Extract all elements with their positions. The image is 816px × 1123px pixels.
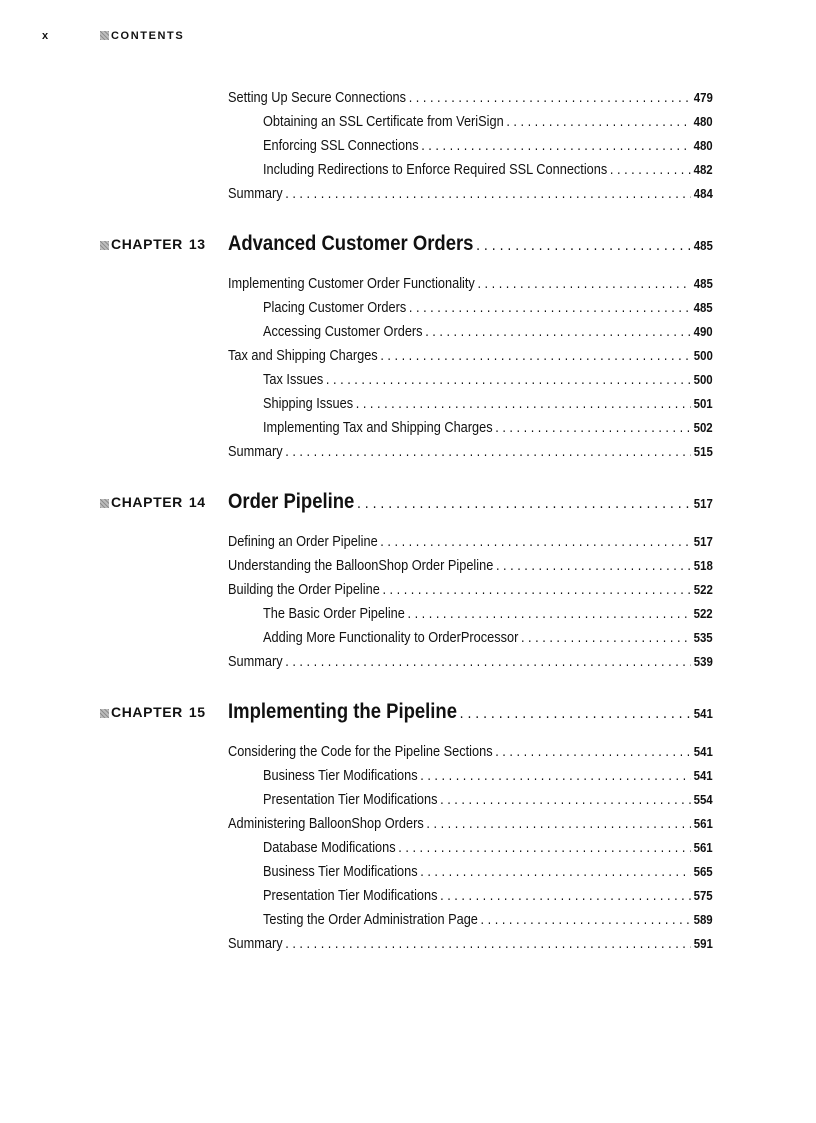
toc-entry-title[interactable]: The Basic Order Pipeline <box>263 606 405 622</box>
dot-leader <box>285 932 691 956</box>
page-number: 522 <box>693 582 713 597</box>
toc-entry-title[interactable]: Summary <box>228 444 283 460</box>
toc-entry-title[interactable]: Adding More Functionality to OrderProcessor <box>263 630 519 646</box>
dot-leader <box>407 602 690 626</box>
dot-leader <box>477 272 691 296</box>
chapter-marker-icon <box>100 499 109 508</box>
toc-entry[interactable] <box>263 392 713 416</box>
chapter-number: 14 <box>188 494 206 510</box>
toc-entry[interactable] <box>228 182 713 206</box>
toc-entry-title[interactable]: Obtaining an SSL Certificate from VeriSign <box>263 114 504 130</box>
page-number: 500 <box>693 348 713 363</box>
chapter-title-line[interactable] <box>228 696 713 728</box>
page-number: 485 <box>693 300 713 315</box>
toc-entry-title[interactable]: Considering the Code for the Pipeline Sections <box>228 744 493 760</box>
toc-entry-title[interactable]: Testing the Order Administration Page <box>263 912 478 928</box>
toc-entry[interactable] <box>263 368 713 392</box>
page-number: 480 <box>693 114 713 129</box>
chapter-marker-icon <box>100 241 109 250</box>
page-number: 500 <box>693 372 713 387</box>
dot-leader <box>506 110 691 134</box>
toc-entry-title[interactable]: Accessing Customer Orders <box>263 324 423 340</box>
toc-entry-title[interactable]: Presentation Tier Modifications <box>263 888 438 904</box>
dot-leader <box>326 368 691 392</box>
toc-entry[interactable] <box>263 788 713 812</box>
page-number: 480 <box>693 138 713 153</box>
toc-entry[interactable] <box>263 158 713 182</box>
toc-entry-title[interactable]: Tax Issues <box>263 372 324 388</box>
page-number: 565 <box>693 864 713 879</box>
page-number: 479 <box>693 90 713 105</box>
toc-entry-title[interactable]: Business Tier Modifications <box>263 768 418 784</box>
page-number: 554 <box>693 792 713 807</box>
page-number: 541 <box>693 768 713 783</box>
toc-entry[interactable] <box>228 344 713 368</box>
toc-entry[interactable] <box>228 440 713 464</box>
page-number: 561 <box>693 840 713 855</box>
page-number: 541 <box>693 706 713 721</box>
dot-leader <box>409 296 691 320</box>
dot-leader <box>421 134 691 158</box>
chapter-title-line[interactable] <box>228 228 713 260</box>
dot-leader <box>610 158 691 182</box>
toc-entry[interactable] <box>263 860 713 884</box>
dot-leader <box>521 626 691 650</box>
chapter-title[interactable]: Implementing the Pipeline <box>228 700 457 723</box>
toc-entry[interactable] <box>263 602 713 626</box>
dot-leader <box>420 764 691 788</box>
toc-entry-title[interactable]: Summary <box>228 654 283 670</box>
dot-leader <box>380 344 691 368</box>
toc-entry[interactable] <box>263 110 713 134</box>
dot-leader <box>460 705 692 723</box>
dot-leader <box>356 392 691 416</box>
toc-entry-title[interactable]: Administering BalloonShop Orders <box>228 816 424 832</box>
toc-entry-title[interactable]: Including Redirections to Enforce Required SSL Connections <box>263 162 608 178</box>
toc-entry-title[interactable]: Defining an Order Pipeline <box>228 534 378 550</box>
page-number: 490 <box>693 324 713 339</box>
toc-entry[interactable] <box>263 908 713 932</box>
page-number: 484 <box>693 186 713 201</box>
toc-entry[interactable] <box>263 626 713 650</box>
chapter-word: CHAPTER <box>111 236 183 252</box>
page-number: 589 <box>693 912 713 927</box>
page-number: 541 <box>693 744 713 759</box>
toc-entry-title[interactable]: Presentation Tier Modifications <box>263 792 438 808</box>
toc-entry-title[interactable]: Summary <box>228 186 283 202</box>
running-head-label-block <box>100 29 184 43</box>
page-number: 515 <box>693 444 713 459</box>
chapter-heading <box>0 228 816 260</box>
toc-entry[interactable] <box>228 740 713 764</box>
dot-leader <box>496 554 691 578</box>
toc-entry[interactable] <box>228 812 713 836</box>
chapter-heading <box>0 486 816 518</box>
toc-entry-title[interactable]: Summary <box>228 936 283 952</box>
dot-leader <box>495 740 691 764</box>
dot-leader <box>398 836 691 860</box>
toc-entry[interactable] <box>263 134 713 158</box>
toc-entry-title[interactable]: Enforcing SSL Connections <box>263 138 419 154</box>
page-number: 591 <box>693 936 713 951</box>
page-number: 575 <box>693 888 713 903</box>
dot-leader <box>440 884 691 908</box>
page-number: 482 <box>693 162 713 177</box>
page-folio: x <box>42 30 50 42</box>
chapter-number: 13 <box>188 236 206 252</box>
toc-entry[interactable] <box>263 296 713 320</box>
page-number: 561 <box>693 816 713 831</box>
dot-leader <box>495 416 691 440</box>
dot-leader <box>285 440 691 464</box>
dot-leader <box>382 578 691 602</box>
page-number: 517 <box>693 534 713 549</box>
page-number: 539 <box>693 654 713 669</box>
dot-leader <box>285 182 691 206</box>
toc-entry-title[interactable]: Understanding the BalloonShop Order Pipeline <box>228 558 494 574</box>
toc-entry[interactable] <box>228 272 713 296</box>
chapter-word: CHAPTER <box>111 704 183 720</box>
toc-entry[interactable] <box>263 884 713 908</box>
toc-entry[interactable] <box>228 554 713 578</box>
chapter-label <box>100 494 206 510</box>
dot-leader <box>285 650 691 674</box>
toc-entry[interactable] <box>263 416 713 440</box>
dot-leader <box>425 320 691 344</box>
toc-entry-title[interactable]: Implementing Tax and Shipping Charges <box>263 420 493 436</box>
toc-entry-title[interactable]: Building the Order Pipeline <box>228 582 380 598</box>
page-number: 485 <box>693 276 713 291</box>
chapter-marker-icon <box>100 709 109 718</box>
chapter-label <box>100 704 206 720</box>
dot-leader <box>476 237 691 255</box>
toc-entry-title[interactable]: Shipping Issues <box>263 396 354 412</box>
toc-entry-title[interactable]: Business Tier Modifications <box>263 864 418 880</box>
toc-entry[interactable] <box>263 836 713 860</box>
toc-entry-title[interactable]: Tax and Shipping Charges <box>228 348 378 364</box>
dot-leader <box>440 788 691 812</box>
toc-entry-title[interactable]: Placing Customer Orders <box>263 300 407 316</box>
page-number: 517 <box>693 496 713 511</box>
chapter-heading <box>0 696 816 728</box>
dot-leader <box>426 812 691 836</box>
page-number: 502 <box>693 420 713 435</box>
table-of-contents <box>0 86 816 956</box>
chapter-label <box>100 236 206 252</box>
page-number: 535 <box>693 630 713 645</box>
toc-entry-title[interactable]: Setting Up Secure Connections <box>228 90 407 106</box>
chapter-title[interactable]: Order Pipeline <box>228 490 355 513</box>
toc-entry[interactable] <box>228 86 713 110</box>
toc-entry[interactable] <box>263 320 713 344</box>
toc-entry[interactable] <box>228 530 713 554</box>
chapter-word: CHAPTER <box>111 494 183 510</box>
page-number: 518 <box>693 558 713 573</box>
dot-leader <box>409 86 691 110</box>
dot-leader <box>380 530 691 554</box>
toc-entry[interactable] <box>228 932 713 956</box>
section-marker-icon <box>100 31 109 40</box>
dot-leader <box>481 908 691 932</box>
chapter-title[interactable]: Advanced Customer Orders <box>228 232 474 255</box>
dot-leader <box>420 860 691 884</box>
page-number: 522 <box>693 606 713 621</box>
dot-leader <box>357 495 691 513</box>
toc-entry-title[interactable]: Database Modifications <box>263 840 396 856</box>
toc-entry[interactable] <box>228 578 713 602</box>
toc-entry[interactable] <box>228 650 713 674</box>
toc-entry[interactable] <box>263 764 713 788</box>
page-number: 501 <box>693 396 713 411</box>
toc-entry-title[interactable]: Implementing Customer Order Functionality <box>228 276 475 292</box>
page-number: 485 <box>693 238 713 253</box>
running-head-label: CONTENTS <box>111 30 185 42</box>
chapter-number: 15 <box>188 704 206 720</box>
chapter-title-line[interactable] <box>228 486 713 518</box>
